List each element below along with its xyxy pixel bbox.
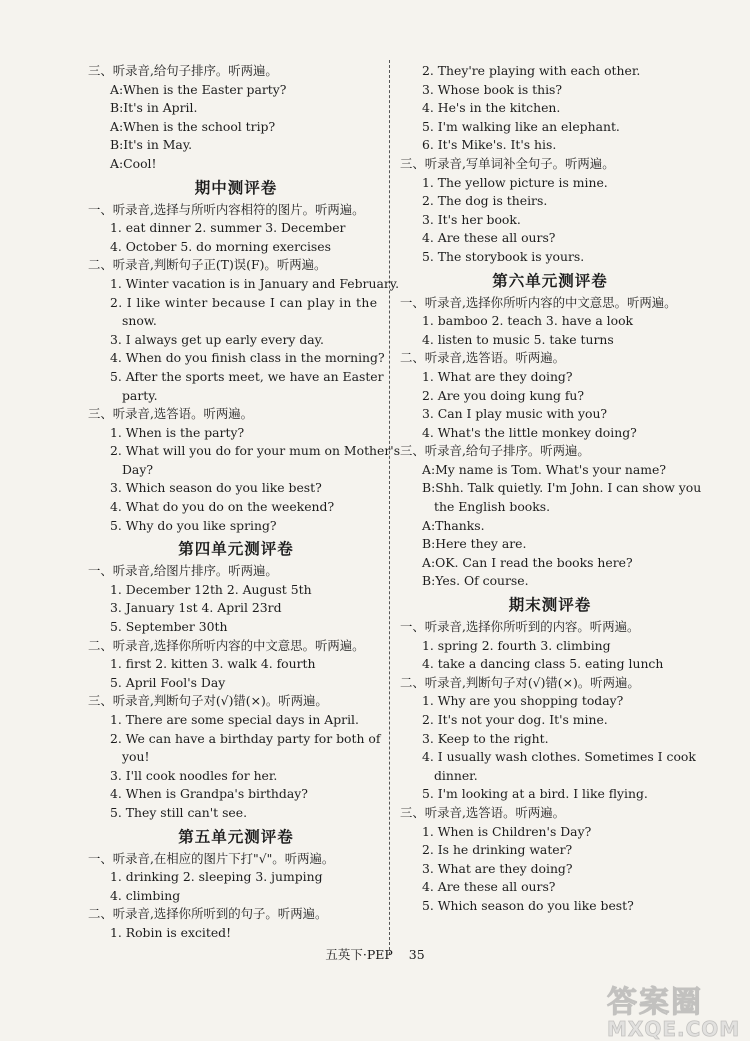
section-instruction: 一、听录音,在相应的图片下打"√"。听两遍。 bbox=[88, 850, 335, 866]
list-item: 1. Robin is excited! bbox=[110, 924, 232, 940]
list-item: 4. What do you do on the weekend? bbox=[110, 499, 335, 515]
list-item: 1. When is the party? bbox=[110, 424, 245, 440]
section-instruction: 一、听录音,给图片排序。听两遍。 bbox=[88, 563, 278, 579]
page-footer bbox=[0, 945, 750, 963]
list-item-continued: Day? bbox=[122, 461, 153, 477]
dialogue-line: B:Shh. Talk quietly. I'm John. I can show you bbox=[422, 480, 702, 496]
final-exam-title: 期末测评卷 bbox=[508, 596, 592, 615]
midterm-title: 期中测评卷 bbox=[194, 178, 278, 197]
dialogue-line: B:It's in May. bbox=[110, 137, 193, 153]
section-instruction: 一、听录音,选择你所听内容的中文意思。听两遍。 bbox=[400, 294, 677, 310]
list-item: 1. The yellow picture is mine. bbox=[422, 174, 608, 190]
list-item: 3. Can I play music with you? bbox=[422, 406, 608, 422]
list-item: 4. Are these all ours? bbox=[422, 879, 556, 895]
dialogue-line: B:Here they are. bbox=[422, 536, 527, 552]
list-item: 2. I like winter because I can play in the bbox=[110, 294, 378, 310]
dialogue-line: B:Yes. Of course. bbox=[422, 573, 529, 589]
list-item: 3. It's her book. bbox=[422, 211, 521, 227]
list-item: 1. first 2. kitten 3. walk 4. fourth bbox=[110, 656, 316, 672]
list-item: 3. Keep to the right. bbox=[422, 730, 549, 746]
list-item: 2. Are you doing kung fu? bbox=[422, 387, 585, 403]
unit4-title: 第四单元测评卷 bbox=[178, 540, 294, 559]
unit6-title: 第六单元测评卷 bbox=[492, 271, 608, 290]
section-instruction: 三、听录音,判断句子对(√)错(×)。听两遍。 bbox=[88, 693, 328, 709]
list-item: 5. April Fool's Day bbox=[110, 674, 226, 690]
list-item: 5. Which season do you like best? bbox=[422, 897, 634, 913]
watermark-cn: 答案圈 bbox=[607, 985, 703, 1020]
list-item: 5. They still can't see. bbox=[110, 804, 248, 820]
list-item: 4. climbing bbox=[110, 887, 181, 903]
section-instruction: 二、听录音,选择你所听到的句子。听两遍。 bbox=[88, 906, 328, 922]
section-instruction: 一、听录音,选择你所听到的内容。听两遍。 bbox=[400, 619, 640, 635]
list-item: 3. What are they doing? bbox=[422, 860, 573, 876]
dialogue-line: A:OK. Can I read the books here? bbox=[422, 554, 633, 570]
list-item: 4. He's in the kitchen. bbox=[422, 100, 561, 116]
list-item-continued: you! bbox=[122, 749, 150, 765]
dialogue-line: A:When is the school trip? bbox=[110, 118, 276, 134]
list-item: 3. Whose book is this? bbox=[422, 81, 563, 97]
dialogue-line: A:When is the Easter party? bbox=[110, 81, 287, 97]
section-instruction: 二、听录音,判断句子对(√)错(×)。听两遍。 bbox=[400, 674, 640, 690]
list-item: 3. I always get up early every day. bbox=[110, 331, 324, 347]
list-item: 4. take a dancing class 5. eating lunch bbox=[422, 656, 664, 672]
list-item: 5. After the sports meet, we have an Easter bbox=[110, 368, 384, 384]
list-item: 6. It's Mike's. It's his. bbox=[422, 137, 557, 153]
list-item: 1. What are they doing? bbox=[422, 368, 573, 384]
section-instruction: 二、听录音,选择你所听内容的中文意思。听两遍。 bbox=[88, 637, 365, 653]
list-item: 1. There are some special days in April. bbox=[110, 712, 359, 727]
list-item: 4. Are these all ours? bbox=[422, 230, 556, 246]
dialogue-line: A:Cool! bbox=[110, 155, 157, 171]
list-item: 1. When is Children's Day? bbox=[422, 823, 592, 839]
section-instruction: 二、听录音,选答语。听两遍。 bbox=[400, 350, 566, 366]
list-item: 4. I usually wash clothes. Sometimes I cook bbox=[422, 749, 696, 765]
list-item: 2. Is he drinking water? bbox=[422, 842, 573, 858]
watermark-en: MXQE.COM bbox=[607, 1017, 741, 1041]
list-item: 3. I'll cook noodles for her. bbox=[110, 767, 278, 783]
list-item-continued: snow. bbox=[122, 313, 157, 329]
list-item: 5. Why do you like spring? bbox=[110, 517, 277, 533]
book-label: 五英下·PEP bbox=[325, 947, 393, 962]
list-item: 1. spring 2. fourth 3. climbing bbox=[422, 637, 611, 653]
list-item: 4. What's the little monkey doing? bbox=[422, 424, 637, 440]
section-instruction: 三、听录音,写单词补全句子。听两遍。 bbox=[400, 155, 615, 171]
list-item: 1. eat dinner 2. summer 3. December bbox=[110, 220, 346, 236]
list-item: 1. December 12th 2. August 5th bbox=[110, 581, 312, 597]
list-item: 5. The storybook is yours. bbox=[422, 248, 585, 264]
list-item-continued: party. bbox=[122, 387, 158, 403]
list-item: 2. They're playing with each other. bbox=[422, 63, 641, 78]
list-item: 1. Why are you shopping today? bbox=[422, 693, 624, 709]
section-instruction: 二、听录音,判断句子正(T)误(F)。听两遍。 bbox=[88, 257, 327, 273]
section-instruction: 三、听录音,给句子排序。听两遍。 bbox=[400, 443, 590, 459]
right-column bbox=[400, 62, 700, 916]
list-item: 1. bamboo 2. teach 3. have a look bbox=[422, 313, 634, 329]
section-instruction: 三、听录音,选答语。听两遍。 bbox=[400, 804, 566, 820]
dialogue-line-continued: the English books. bbox=[434, 499, 551, 515]
list-item: 2. We can have a birthday party for both of bbox=[110, 730, 381, 746]
list-item: 5. I'm walking like an elephant. bbox=[422, 118, 620, 134]
list-item: 5. I'm looking at a bird. I like flying. bbox=[422, 786, 648, 802]
list-item: 1. Winter vacation is in January and February. bbox=[110, 275, 400, 291]
list-item: 3. January 1st 4. April 23rd bbox=[110, 600, 282, 616]
column-divider bbox=[389, 60, 390, 955]
list-item: 4. When is Grandpa's birthday? bbox=[110, 786, 308, 802]
list-item: 2. The dog is theirs. bbox=[422, 193, 548, 209]
dialogue-line: A:Thanks. bbox=[422, 517, 485, 533]
dialogue-line: A:My name is Tom. What's your name? bbox=[422, 461, 666, 477]
list-item: 4. October 5. do morning exercises bbox=[110, 238, 331, 254]
unit5-title: 第五单元测评卷 bbox=[178, 827, 294, 846]
list-item: 3. Which season do you like best? bbox=[110, 480, 322, 496]
page-number: 35 bbox=[408, 947, 425, 962]
section-instruction: 一、听录音,选择与所听内容相符的图片。听两遍。 bbox=[88, 201, 365, 217]
list-item: 2. It's not your dog. It's mine. bbox=[422, 712, 608, 727]
list-item: 4. listen to music 5. take turns bbox=[422, 331, 614, 347]
list-item: 4. When do you finish class in the morning? bbox=[110, 350, 385, 366]
list-item-continued: dinner. bbox=[434, 767, 478, 783]
list-item: 1. drinking 2. sleeping 3. jumping bbox=[110, 869, 323, 885]
left-column bbox=[88, 62, 401, 943]
list-item: 5. September 30th bbox=[110, 619, 228, 635]
section-instruction: 三、听录音,选答语。听两遍。 bbox=[88, 406, 254, 422]
watermark-logo bbox=[607, 977, 742, 1041]
section-instruction: 三、听录音,给句子排序。听两遍。 bbox=[88, 63, 278, 78]
dialogue-line: B:It's in April. bbox=[110, 100, 198, 116]
list-item: 2. What will you do for your mum on Mother's bbox=[110, 443, 401, 459]
